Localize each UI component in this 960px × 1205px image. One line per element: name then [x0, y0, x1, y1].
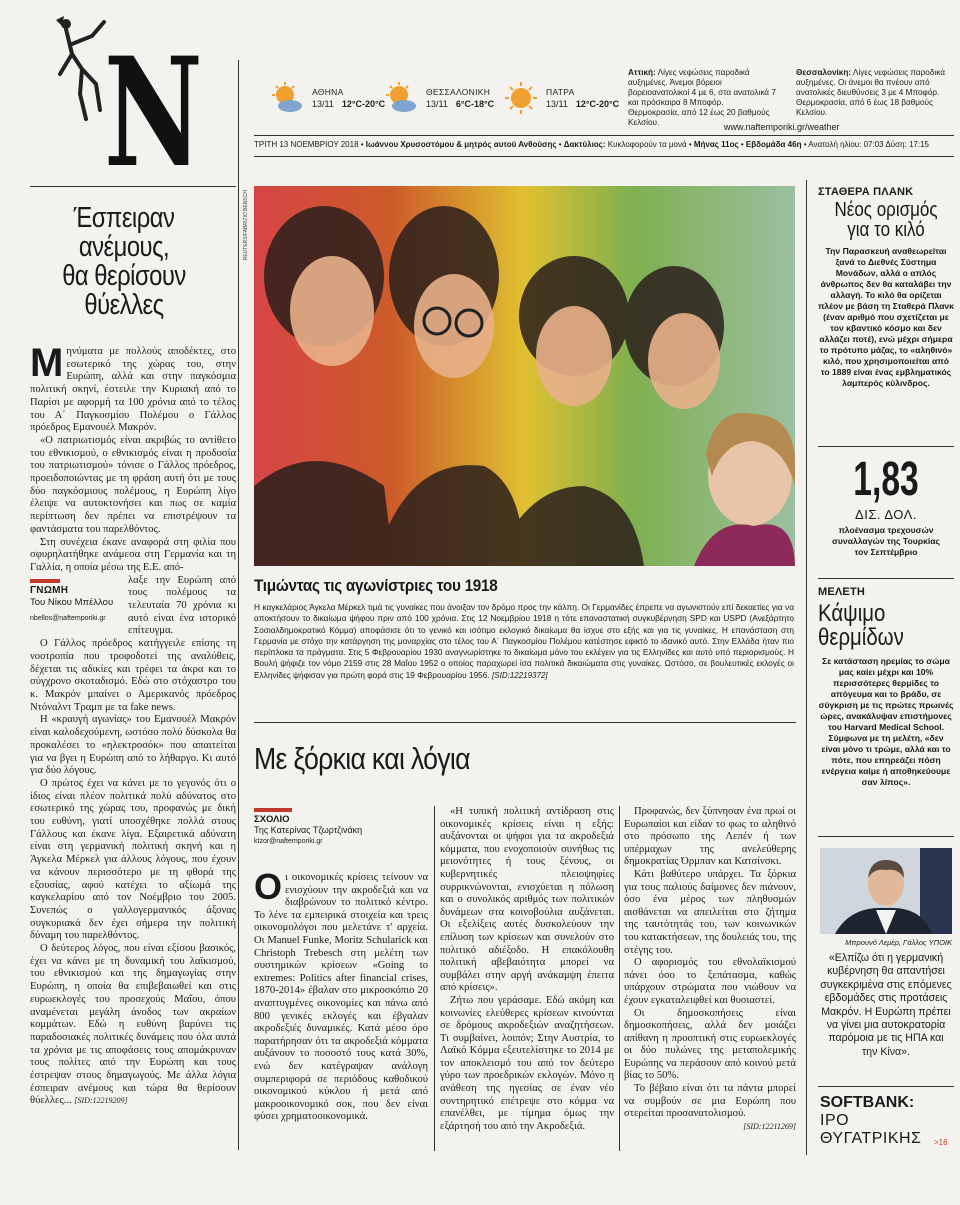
brief-kicker: ΜΕΛΕΤΗ — [818, 586, 866, 598]
middle-article-title: Με ξόρκια και λόγια — [254, 741, 470, 776]
weather-date: 13/11 — [426, 99, 448, 109]
weather-athens — [270, 78, 385, 118]
city-name: ΘΕΣΣΑΛΟΝΙΚΗ — [426, 87, 491, 97]
minister-portrait — [820, 848, 952, 934]
temp-range: 12°C-20°C — [341, 99, 386, 109]
brief-kicker: ΣΤΑΘΕΡΑ ΠΛΑΝΚ — [818, 186, 914, 198]
stat-number: 1,83 — [853, 453, 919, 506]
hermes-logo-icon — [52, 14, 108, 124]
rule-right-3 — [818, 836, 954, 837]
middle-article-col-1: Οι οικονομικές κρίσεις τείνουν να ενισχύουν την ακροδεξιά και να διαβρώνουν το πολιτικό κέντρο. Το λένε τα εμπειρικά στοιχεία και τρεις οικονομολόγοι που μελετάνε τ' αρχεία. Οι Manuel Funke, Moritz Schularick και Christoph Trebesch στη μελέτη των συστημικών κρίσεων «Going to extremes: Politics after financial crises, 1870-2014» έβαλαν στο μικροσκόπιο 20 αναπτυγμένες οικονομίες και πάνω από 800 γενικές εκλογές και έβγαλαν ακροδεξιές δυναμικές. Κατά μέσο όρο παρατήρησαν ότι τα ακροδεξιά κόμματα αυξάνουν το ποσοστό τους κατά 30%, ενώ δεν κατέγραψαν ανάλογη συμπεριφορά σε περιόδους καθοδικού οικονομικού κύκλου ή μετά από μακροοικονομικό σοκ, που δεν είναι φύσει χρηματοοικονομικά. — [254, 866, 428, 1123]
page-reference-link[interactable]: >16 — [934, 1138, 948, 1147]
photo-caption-title: Τιμώντας τις αγωνίστριες του 1918 — [254, 576, 498, 595]
photo-caption-body: Η καγκελάριος Άγκελα Μέρκελ τιμά τις γυναίκες που άνοιξαν τον δρόμο προς την κάλπη. Οι Γερμανίδες έπρεπε να αγωνιστούν επί δεκαετίες για να αποκτήσουν το δικαίωμα ψήφου πριν από 100 χρόνια. Στις 12 Νοεμβρίου 1918 η τότε επαναστατική συγκυβέρνηση SPD και USPD (Ανεξάρτητο Σοσιαλδημοκρατικό Κόμμα) αποφάσισε ότι το γενικό και ισότιμο εκλογικό δικαίωμα θα ίσχυε στο εξής και για τις γυναίκες. Η επανάσταση στη Γερμανία με στόχο την κατάργηση της μοναρχίας στο τέλος του Α΄ Παγκοσμίου Πολέμου κατέστησε εφικτό το ιδανικό αυτό. Στην Ελλάδα ήταν πιο περίπλοκα τα πράγματα. Στις 5 Φεβρουαρίου 1930 αναγνωρίστηκε το δικαίωμα μόνο του εκλέγειν για τις Ελληνίδες και αυτό υπό περιορισμούς. Η Βουλή ψήφιζε τον νόμο 2159 στις 28 Μαΐου 1952 ο οποίος παραχωρεί ίσα πολιτικά δικαιώματα στις γυναίκες. Ωστόσο, σε βουλευτικές εκλογές οι Ελληνίδες ψήφισαν για πρώτη φορά στις 19 Φεβρουαρίου 1956. [SID:12219372] — [254, 602, 794, 680]
brief-title: Νέος ορισμός για το κιλό — [834, 199, 938, 241]
rule-dateline-top — [254, 135, 954, 136]
brief-planck — [818, 186, 954, 389]
middle-article-col-3: Προφανώς, δεν ξύπνησαν ένα πρωί οι Ευρωπαίοι και είδαν το φως το αληθινό στο πρόσωπο της Λεπέν ή των υπέρμαχων της ανελεύθερης δημοκρατίας Όρμπαν και Κατσίνσκι. Κάτι βαθύτερο υπάρχει. Τα ξόρκια για τους παλιούς δαίμονες δεν πιάνουν, όσο ένα μέρος των πληθυσμών αισθάνεται να απειλείται στο ζήτημα της ταυτότητάς του, των κοινωνικών του κατακτήσεων, της δουλειάς του, της στέγης του. Ο αφορισμός του εθνολαϊκισμού πάνει όσο το ξεπάτασμα, καθώς υπάρχουν στρώματα που νιώθουν να έχουν εγκαταλειφθεί και θυσιαστεί. Οι δημοσκοπήσεις είναι δημοσκοπήσεις, αλλά δεν μοιάζει απίθανη η προοπτική στις ευρωεκλογές οι δύο πυλώνες της μεταπολεμικής Ευρώπης να περάσουν από κοινού μετά βίας το 50%. Το βέβαιο είναι ότι τα πάντα μπορεί να συμβούν σε μια Ευρώπη που στερείται προσανατολισμού. [SID:12211269] — [624, 806, 796, 1131]
rule-right-2 — [818, 578, 954, 579]
sun-cloud-icon — [384, 81, 418, 115]
rule-right — [806, 180, 807, 1155]
brief-calories — [818, 586, 954, 788]
left-article-body: Μηνύματα με πολλούς αποδέκτες, στο εσωτερικό της χώρας του, στην Ευρώπη, αλλά και στην παγκόσμια πολιτική σκηνί, έστειλε την Κυριακή από το Παρίσι με αφορμή τα 100 χρόνια από το τέλος του Α΄ Παγκοσμίου Πολέμου ο Γάλλος πρόεδρος Εμανουέλ Μακρόν. «Ο πατριωτισμός είναι ακριβώς το αντίθετο του εθνικισμού, ο εθνικισμός είναι η προδοσία του πατριωτισμού» τόνισε ο Γάλλος πρόεδρος, προειδοποιώντας με τη φράση αυτή ότι με τους δύο παγκόσμιους πολέμους, η Ευρώπη λίγο έλειψε να αυτοκτονήσει και πως σε καμία περίπτωση δεν πρέπει να επιστρέψουν τα φαντάσματα του παρελθόντος. Στη συνέχεια έκανε αναφορά στη φιλία που σφυρηλατήθηκε ανάμεσα στη Γερμανία και τη Γαλλία, η οποία μέσω της Ε.Ε. από- ΓΝΩΜΗ Του Νίκου Μπέλλου nbellos@naftemporiki.gr λαξε την Ευρώπη από τους πολέμους τα τελευταία 70 χρόνια κι αυτό είναι ένα ιστορικό επίτευγμα. Ο Γάλλος πρόεδρος κατήγγειλε επίσης τη νοοτροπία που τροφοδοτεί της αναλύθεις, δέχεται τις αδικίες και τρέφει τα άκρα και το σύγχρονο σκοταδισμό. Εδώ στο στόχαστρο του κ. Μακρόν μπαίνει ο Αμερικανός πρόεδρος Ντόναλντ Τραμπ με τα fake news. Η «κραυγή αγωνίας» του Εμανουέλ Μακρόν είναι καλοδεχούμενη, ωστόσο πολύ δύσκολα θα προκαλέσει το «ηλεκτροσόκ» που απαιτείται για να βγει η Ευρώπη από το λήθαργο. Κι αυτό για δύο λόγους. Ο πρώτος έχει να κάνει με το γεγονός ότι ο ίδιος είναι πλέον πολιτικά πολύ αδύνατος στο εσωτερικό της χώρας του, προφανώς με δική του ευθύνη, γιατί υποσχέθηκε πολλά στους Γάλλους και έκανε λίγα. Εξαιρετικά αδύνατη είναι στη γερμανική πολιτική σκηνή και η Άγκελα Μέρκελ για άλλους λόγους, που έχουν να κάνουν περισσότερο με τη φθορά της εξουσίας, αφού κατέχει το αξίωμά της καγκελαρίου από τον Νοέμβριο του 2005. Συνεπώς ο γαλλογερμανικός άξονας συγκυριακά δεν έχει σήμερα την πολιτική δύναμη του παρελθόντος. Ο δεύτερος λόγος, που είναι εξίσου βασικός, έχει να κάνει με τη δυναμική του λαϊκισμού, του εθνικισμού και της δημαγωγίας στην Ευρώπη, η οποία θα επιβεβαιωθεί και στις ευρωεκλογές του προσεχούς Μαΐου, όπου αναμένεται μεγάλη άνοδος των ακραίων κομμάτων. Εδώ η ευθύνη βαρύνει τις παραδοσιακές πολιτικές δυνάμεις που όλα αυτά τα χρόνια με τις αποφάσεις τους απομάκρυναν τους πολίτες από την Ευρώπη και τους έστρεψαν στους δημαγωγούς. Με άλλα λόγια έσπειραν ανέμους και τώρα θα θερίσουν θύελλες... [SID:12219209] — [30, 341, 236, 1107]
rule-right-1 — [818, 446, 954, 447]
temp-range: 6°C-18°C — [455, 99, 495, 109]
sun-cloud-icon — [270, 81, 304, 115]
weather-date: 13/11 — [312, 99, 334, 109]
masthead-logo: N — [104, 25, 203, 201]
sid-code: [SID:12211269] — [743, 1121, 796, 1131]
rule-col-b — [619, 806, 620, 1151]
rule-left — [238, 60, 239, 1150]
pull-quote: «Ελπίζω ότι η γερμανική κυβέρνηση θα απαντήσει συγκεκριμένα στις επόμενες εβδομάδες στις προτάσεις Μακρόν. Η Ευρώπη πρέπει να γίνει μια αυτοκρατορία παρόμοια με τις ΗΠΑ και την Κίνα». — [820, 952, 952, 1058]
weather-url-link[interactable]: www.naftemporiki.gr/weather — [724, 122, 840, 132]
drop-cap: Μ — [30, 341, 64, 385]
rule-mid — [254, 722, 796, 723]
weather-patra — [504, 78, 619, 118]
author-email[interactable]: ktzor@naftemporiki.gr — [254, 838, 323, 845]
brief-body: Την Παρασκευή αναθεωρείται ξανά το Διεθνές Σύστημα Μονάδων, αλλά ο απλός άνθρωπος δεν θα καταλάβει την αλλαγή. Το κιλό θα ορίζεται πλέον με βάση τη Σταθερά Πλανκ (έναν αριθμό που σχετίζεται με τον κβαντικό κόσμο και δεν αλλάζει ποτέ), ενώ μέχρι σήμερα το πρότυπο μάζας, το «αληθινό» κιλό, που χρησιμοποιείται από το 1889 είναι ένας εμβληματικός λαμπερός κύλινδρος. — [818, 246, 954, 388]
weather-attica: Αττική: Λίγες νεφώσεις παροδικά αυξημένες. Άνεμοι βόρειοι βορειοανατολικοί 4 με 6, στα ανατολικά 7 και πρόσκαιρα 8 Μποφόρ. Θερμοκρασία, από 12 έως 20 βαθμούς Κελσίου. — [628, 68, 776, 127]
photo-credit: REUTERS/FABRIZIO BENSCH — [243, 190, 249, 261]
sid-code: [SID:12219209] — [74, 1096, 128, 1106]
weather-date: 13/11 — [546, 99, 568, 109]
brief-title: Κάψιμο θερμίδων — [818, 600, 904, 651]
brief-body: Σε κατάσταση ηρεμίας το σώμα μας καίει μέχρι και 10% περισσότερες θερμίδες το απόγευμα και το βράδυ, σε σύγκριση με τις πρώτες πρωινές ώρες, ανακάλυψαν επιστήμονες του Harvard Medical School. Σύμφωνα με τη μελέτη, «δεν είναι μόνο τι τρώμε, αλλά και το πότε, που επηρεάζει πόση ενέργεια καίμε ή αποθηκεύουμε σαν λίπος». — [818, 656, 954, 787]
middle-article-col-2: «Η τυπική πολιτική αντίδραση στις οικονομικές κρίσεις είναι η εξής: αυξάνονται οι ψήφοι για τα ακροδεξιά κόμματα, που ενοχοποιούν συνήθως τις μειονότητες ή τους ξένους, οι κυβερνητικές πλειοψηφίες συρρικνώνονται, ενισχύεται η πόλωση και ο συνολικός αριθμός των πολιτικών δυνάμεων στα κοινοβούλια αυξάνεται. Οι εξελίξεις αυτές δυσκολεύουν την επίλυση των κρίσεων και συνελούν στο πολιτικό αδιέξοδο. Η επακόλουθη πολιτική αβεβαιότητα μπορεί να συμβάλει στην αργή ανάκαμψη έπειτα από κρίσεις». Ζήτω που γεράσαμε. Εδώ ακόμη και κοινωνίες ελεύθερες κρίσεων κινούνται σε δρόμους ακροδεξιών αναζητήσεων. Τι συμβαίνει, λοιπόν; Στην Αυστρία, το Λαϊκό Κόμμα εξευτελίστηκε το 2014 με τον αποκλεισμό του από τον δεύτερο γύρο των προεδρικών εκλογών. Μόνο η ανάθεση της ηγεσίας σε έναν νέο συντηρητικό επέτρεψε στο κόμμα να επανέλθει, με τίμημα όμως την εξάρτησή του από την Ακροδεξιά. — [440, 806, 614, 1132]
author-byline: ΣΧΟΛΙΟ Της Κατερίνας Τζωρτζινάκη ktzor@naftemporiki.gr — [254, 808, 429, 845]
city-name: ΑΘΗΝΑ — [312, 87, 344, 97]
temp-range: 12°C-20°C — [575, 99, 620, 109]
weather-thessaloniki-text: Θεσσαλονίκη: Λίγες νεφώσεις παροδικά αυξημένες. Οι άνεμοι θα πνέουν από ανατολικές διευθύνσεις 3 με 4 Μποφόρ. Θερμοκρασία, από 6 έως 18 βαθμούς Κελσίου. — [796, 68, 945, 117]
stat-description: πλοένασμα τρεχουσών συναλλαγών της Τουρκίας τον Σεπτέμβριο — [832, 525, 940, 557]
sun-icon — [504, 81, 538, 115]
city-name: ΠΑΤΡΑ — [546, 87, 575, 97]
rule-right-4 — [818, 1086, 954, 1087]
left-article-title: Έσπειραν ανέμους, θα θερίσουν θύελλες — [62, 202, 186, 321]
portrait-caption: Μπρουνό Λεμέρ, Γάλλος ΥΠΟΙΚ — [845, 938, 952, 947]
stat-box — [818, 452, 954, 558]
softbank-teaser[interactable]: SOFTBANK: IPO ΘΥΓΑΤΡΙΚΗΣ — [820, 1094, 922, 1147]
suffragettes-photo — [254, 186, 795, 566]
rule-col-a — [434, 806, 435, 1151]
sid-code: [SID:12219372] — [492, 670, 548, 680]
stat-unit: ΔΙΣ. ΔΟΛ. — [855, 507, 917, 522]
dateline: ΤΡΙΤΗ 13 ΝΟΕΜΒΡΙΟΥ 2018 • Ιωάννου Χρυσοστόμου & μητρός αυτού Ανθούσης • Δακτύλιος: Κυκλοφορούν τα μονά • Μήνας 11ος • Εβδομάδα 46η • Ανατολή ηλίου: 07:03 Δύση: 17:15 — [254, 140, 929, 149]
author-email[interactable]: nbellos@naftemporiki.gr — [30, 615, 106, 623]
rule-dateline-bottom — [254, 156, 954, 157]
author-byline: ΓΝΩΜΗ Του Νίκου Μπέλλου nbellos@naftemporiki.gr — [30, 579, 122, 626]
weather-thessaloniki — [384, 78, 494, 118]
drop-cap: Ο — [254, 866, 283, 907]
